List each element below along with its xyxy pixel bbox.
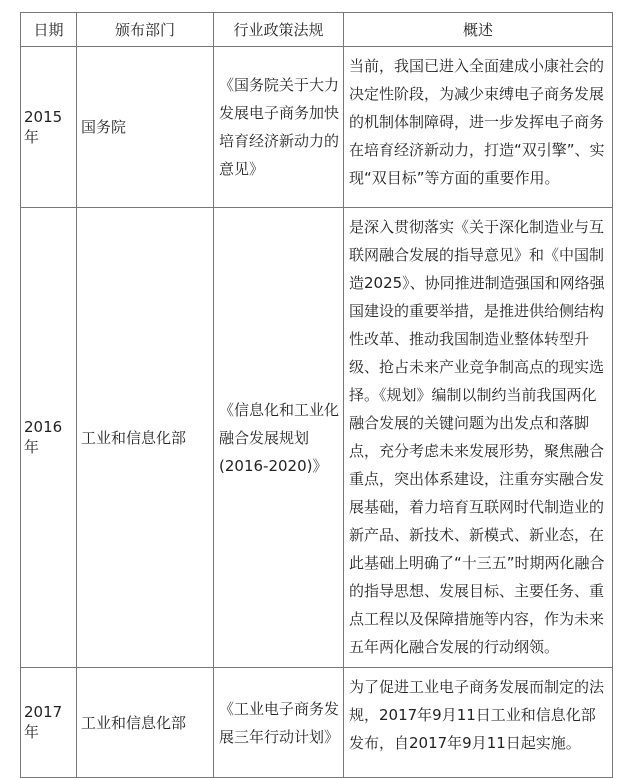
header-summary: 概述 bbox=[344, 13, 613, 47]
row-policy: 《工业电子商务发展三年行动计划》 bbox=[214, 668, 344, 778]
row-date: 2016年 bbox=[21, 208, 77, 668]
row-summary: 当前，我国已进入全面建成小康社会的决定性阶段，为减少束缚电子商务发展的机制体制障碍，进一步发挥电子商务在培育经济新动力，打造“双引擎”、实现“双目标”等方面的重要作用。 bbox=[344, 47, 613, 208]
row-department: 工业和信息化部 bbox=[77, 668, 214, 778]
row-summary: 为了促进工业电子商务发展而制定的法规，2017年9月11日工业和信息化部发布，自2017年9月11日起实施。 bbox=[344, 668, 613, 778]
row-department: 国务院 bbox=[77, 47, 214, 208]
header-date: 日期 bbox=[21, 13, 77, 47]
row-date: 2015年 bbox=[21, 47, 77, 208]
row-summary: 是深入贯彻落实《关于深化制造业与互联网融合发展的指导意见》和《中国制造2025》、协同推进制造强国和网络强国建设的重要举措，是推进供给侧结构性改革、推动我国制造业整体转型升级、抢占未来产业竞争制高点的现实选择。《规划》编制以制约当前我国两化融合发展的关键问题为出发点和落脚点，充分考虑未来发展形势，聚焦融合重点，突出体系建设，注重夯实融合发展基础，着力培育互联网时代制造业的新产品、新技术、新模式、新业态，在此基础上明确了“十三五”时期两化融合的指导思想、发展目标、主要任务、重点工程以及保障措施等内容，作为未来五年两化融合发展的行动纲领。 bbox=[344, 208, 613, 668]
header-department: 颁布部门 bbox=[77, 13, 214, 47]
policy-table bbox=[20, 12, 613, 778]
row-policy: 《信息化和工业化融合发展规划(2016-2020)》 bbox=[214, 208, 344, 668]
header-policy: 行业政策法规 bbox=[214, 13, 344, 47]
table-row bbox=[21, 208, 613, 668]
row-department: 工业和信息化部 bbox=[77, 208, 214, 668]
table-header-row bbox=[21, 13, 613, 47]
table-row bbox=[21, 47, 613, 208]
row-policy: 《国务院关于大力发展电子商务加快培育经济新动力的意见》 bbox=[214, 47, 344, 208]
row-date: 2017年 bbox=[21, 668, 77, 778]
table-row bbox=[21, 668, 613, 778]
